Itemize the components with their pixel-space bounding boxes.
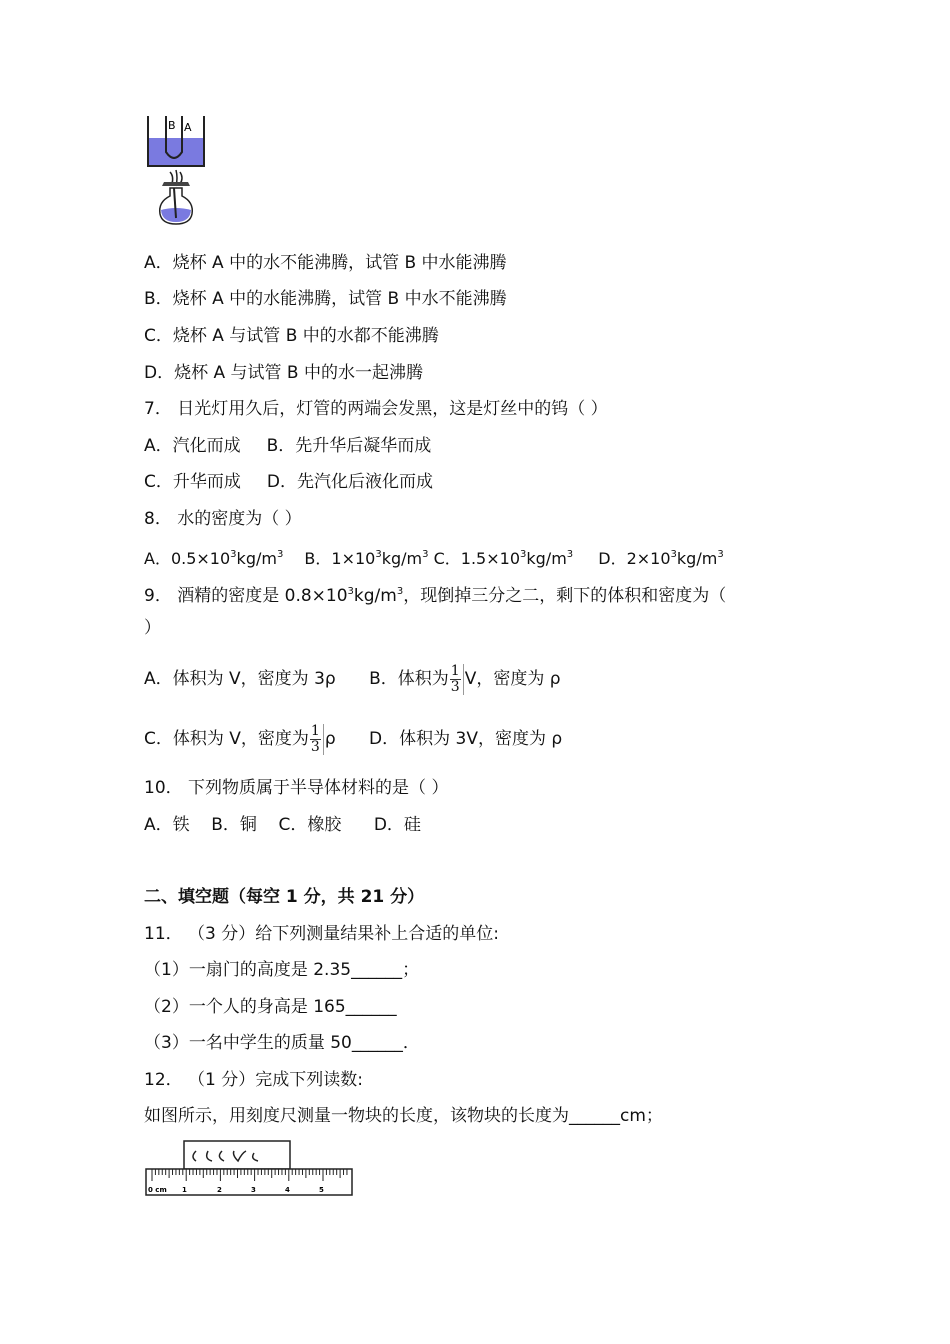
q8-option-a: A．$0.5\times 10^3kg/m^3$: [144, 549, 284, 568]
q8-option-b: B．$1\times 10^3kg/m^3$: [304, 549, 429, 568]
q7-stem: 7． 日光灯用久后，灯管的两端会发黑，这是灯丝中的钨（ ）: [144, 399, 608, 419]
q9-stem-close: ）: [144, 618, 161, 638]
q11-item-2: （2）一个人的身高是 165______: [144, 997, 397, 1017]
q8-option-c: C．$1.5\times 10^3kg/m^3$: [433, 549, 574, 568]
q7-options-row2: [144, 470, 433, 494]
q11-stem: 11． （3 分）给下列测量结果补上合适的单位:: [144, 924, 499, 944]
q7-option-b: B．先升华后凝华而成: [266, 436, 432, 456]
q6-option-d: D．烧杯 A 与试管 B 中的水一起沸腾: [144, 363, 423, 383]
fraction-one-third: $\frac{1}{3}$: [310, 724, 324, 755]
q10-stem: 10． 下列物质属于半导体材料的是（ ）: [144, 778, 449, 798]
label-a: A: [184, 121, 192, 134]
q11-item-3: （3）一名中学生的质量 50______．: [144, 1033, 420, 1053]
section2-title: 二、填空题（每空 1 分，共 21 分）: [144, 887, 425, 907]
q9-option-b: B．体积为 $\frac{1}{3}$ V，密度为 ρ: [369, 662, 561, 695]
q10-options: A．铁 B．铜 C．橡胶 D．硅: [144, 815, 421, 835]
q9-option-c: C．体积为 V，密度为 $\frac{1}{3}$ ρ: [144, 722, 336, 755]
ruler-label-5: 5: [319, 1186, 324, 1194]
q9-options-row2: [144, 723, 562, 755]
ruler-figure: [144, 1139, 356, 1201]
label-b: B: [168, 119, 176, 132]
ruler-label-0: 0 cm: [148, 1186, 167, 1194]
q7-option-c: C．升华而成: [144, 472, 241, 492]
q6-option-c: C．烧杯 A 与试管 B 中的水都不能沸腾: [144, 326, 439, 346]
ruler-label-4: 4: [285, 1186, 290, 1194]
ruler-label-1: 1: [182, 1186, 187, 1194]
q7-option-d: D．先汽化后液化而成: [266, 472, 433, 492]
q12-stem: 12． （1 分）完成下列读数:: [144, 1070, 363, 1090]
q7-option-a: A．汽化而成: [144, 436, 241, 456]
beaker-figure: [144, 112, 214, 228]
q9-option-a: A．体积为 V，密度为 3ρ: [144, 669, 336, 689]
q7-options-row1: [144, 434, 431, 458]
fraction-one-third: $\frac{1}{3}$: [450, 664, 464, 695]
q6-option-b: B．烧杯 A 中的水能沸腾，试管 B 中水不能沸腾: [144, 289, 507, 309]
q9-options-row1: [144, 663, 561, 695]
q9-option-d: D．体积为 3V，密度为 ρ: [369, 729, 563, 749]
q6-option-a: A．烧杯 A 中的水不能沸腾，试管 B 中水能沸腾: [144, 253, 507, 273]
q8-option-d: D．$2\times 10^3kg/m^3$: [598, 549, 724, 568]
q12-text: 如图所示，用刻度尺测量一物块的长度，该物块的长度为______cm；: [144, 1106, 663, 1126]
ruler-label-2: 2: [217, 1186, 222, 1194]
q8-stem: 8． 水的密度为（ ）: [144, 509, 302, 529]
q11-item-1: （1）一扇门的高度是 2.35______；: [144, 960, 420, 980]
q8-options: [144, 543, 724, 571]
q9-stem: 9． 酒精的密度是 $0.8\times 10^3kg/m^3$，现倒掉三分之二，剩下的体积和密度为（: [144, 586, 727, 606]
ruler-label-3: 3: [251, 1186, 256, 1194]
